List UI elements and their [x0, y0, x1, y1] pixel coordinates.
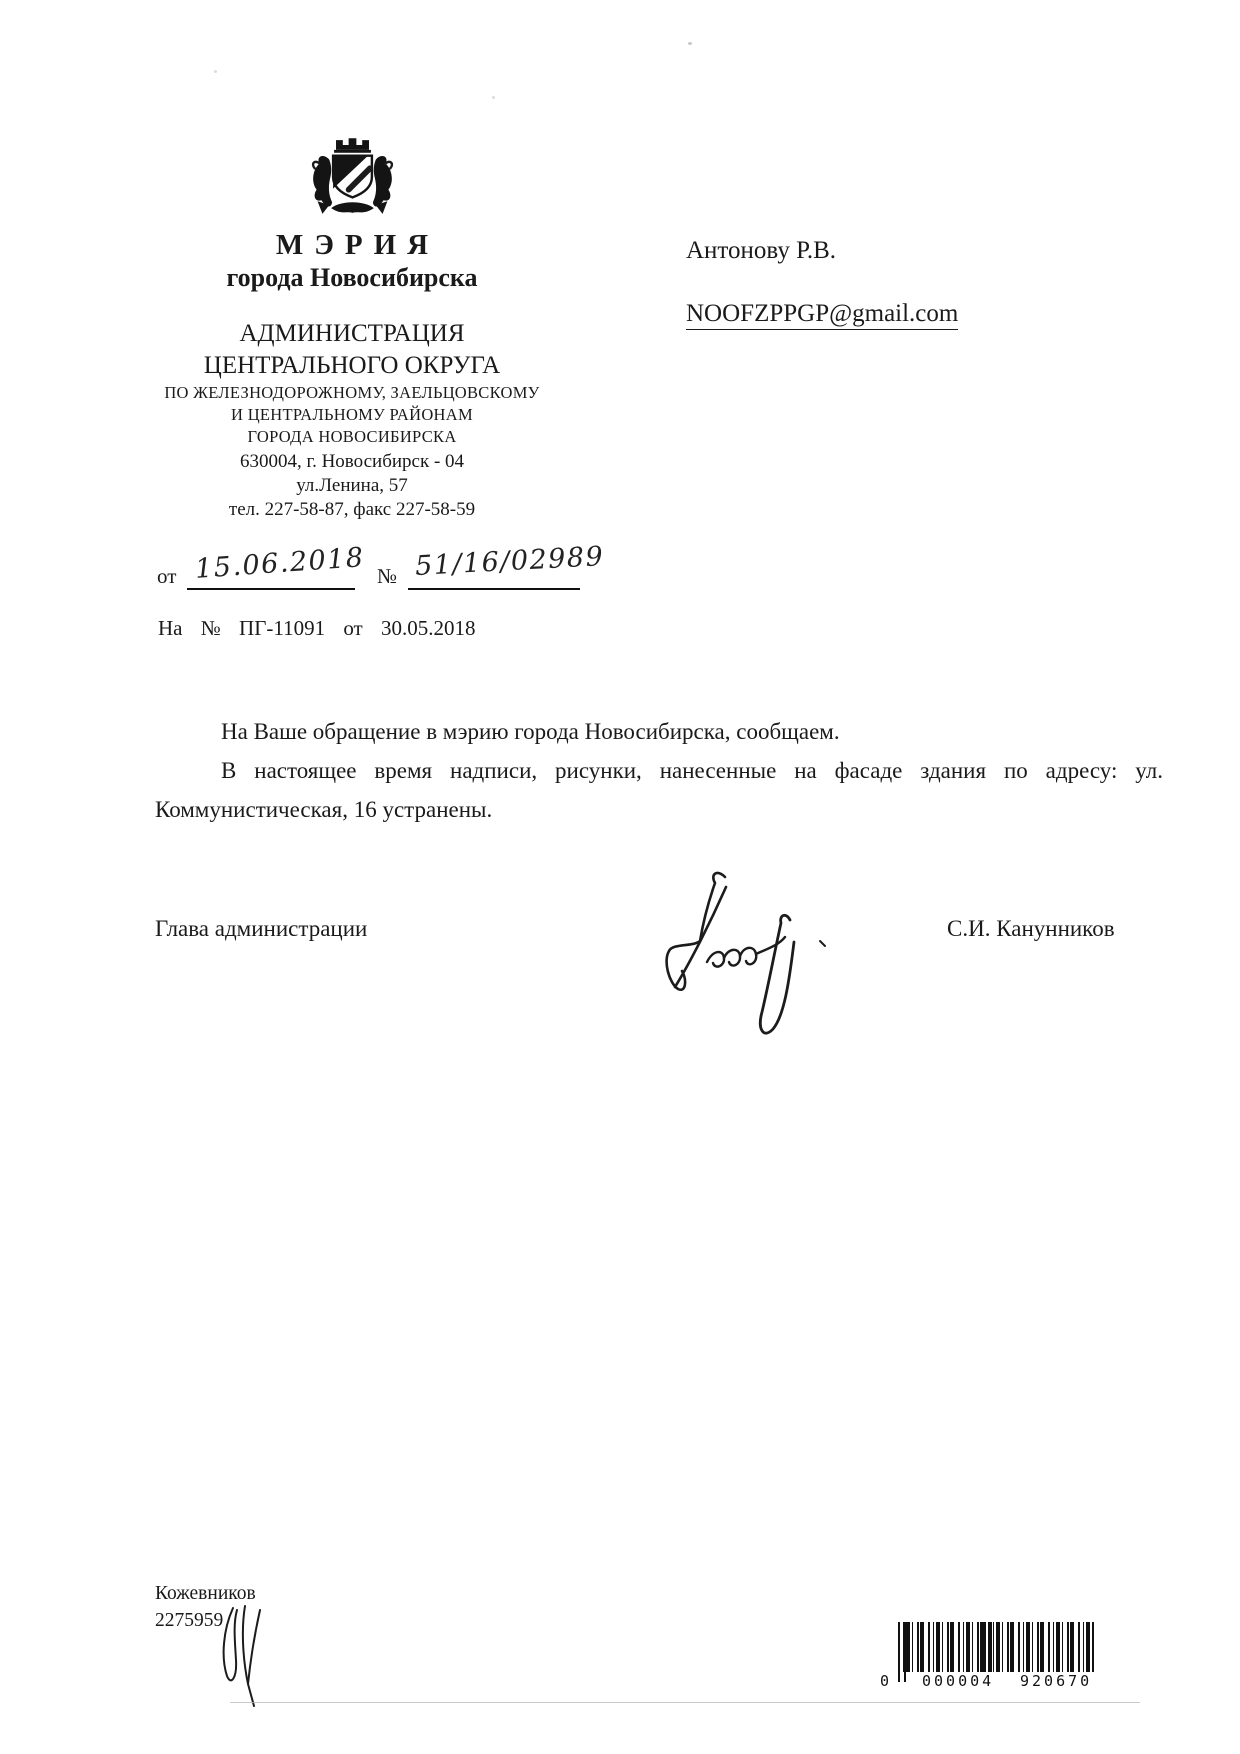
- postal-address: 630004, г. Новосибирск - 04: [239, 451, 465, 472]
- number-sign-label: №: [377, 564, 398, 588]
- addressee-name: Антонову Р.В.: [686, 237, 837, 264]
- body-paragraph-2: В настоящее время надписи, рисунки, нанесенные на фасаде здания по адресу: ул. Коммунистическая, 16 устранены.: [155, 758, 1163, 822]
- barcode-digits-mid: 000004: [918, 1672, 998, 1690]
- registration-barcode-icon: [878, 1622, 1098, 1698]
- scan-speck: [688, 42, 692, 45]
- barcode-bars: [898, 1622, 1094, 1672]
- scan-speck: [492, 96, 495, 99]
- reference-line: [155, 541, 615, 594]
- barcode-guard-bar: [904, 1622, 906, 1682]
- reply-from-label: от: [343, 616, 363, 640]
- department-line2: ЦЕНТРАЛЬНОГО ОКРУГА: [203, 352, 501, 379]
- org-name-line2: города Новосибирска: [226, 263, 478, 292]
- reply-number-sign: №: [200, 616, 221, 640]
- reply-reference-line: [158, 616, 488, 641]
- districts-line1: ПО ЖЕЛЕЗНОДОРОЖНОМУ, ЗАЕЛЬЦОВСКОМУ: [164, 383, 540, 402]
- executor-phone: 2275959: [155, 1610, 224, 1631]
- reply-na-label: На: [158, 616, 183, 640]
- barcode-guard-bar: [898, 1622, 900, 1682]
- addressee-email: NOOFZPPGP@gmail.com: [686, 300, 958, 330]
- department-line1: АДМИНИСТРАЦИЯ: [239, 320, 465, 347]
- letterhead: [132, 134, 572, 522]
- handwritten-signature-icon: [655, 865, 835, 1050]
- barcode-digits-right: 920670: [1016, 1672, 1096, 1690]
- reply-date: 30.05.2018: [380, 616, 476, 640]
- addressee-block: [686, 236, 958, 330]
- districts-line2: И ЦЕНТРАЛЬНОМУ РАЙОНАМ: [231, 405, 473, 424]
- letter-body: [155, 712, 1163, 829]
- executor-name: Кожевников: [155, 1583, 256, 1604]
- novosibirsk-coat-of-arms-icon: [304, 134, 401, 222]
- districts-line3: ГОРОДА НОВОСИБИРСКА: [247, 427, 457, 446]
- org-name-line1: МЭРИЯ: [275, 229, 440, 261]
- signer-name: С.И. Канунников: [947, 916, 1115, 941]
- signer-title: Глава администрации: [155, 916, 368, 941]
- handwritten-date: 15.06.2018: [194, 542, 366, 585]
- reply-number: ПГ-11091: [239, 616, 326, 640]
- executor-signature-icon: [215, 1600, 265, 1712]
- handwritten-number: 51/16/02989: [414, 541, 605, 582]
- scan-speck: [214, 70, 217, 73]
- phone-fax-line: тел. 227-58-87, факс 227-58-59: [228, 499, 476, 520]
- body-paragraph-1: На Ваше обращение в мэрию города Новосибирска, сообщаем.: [221, 719, 840, 744]
- scan-artifact-line: [230, 1702, 1140, 1703]
- from-label: от: [157, 564, 177, 588]
- barcode-digit-left: 0: [880, 1672, 893, 1690]
- street-address: ул.Ленина, 57: [296, 475, 408, 496]
